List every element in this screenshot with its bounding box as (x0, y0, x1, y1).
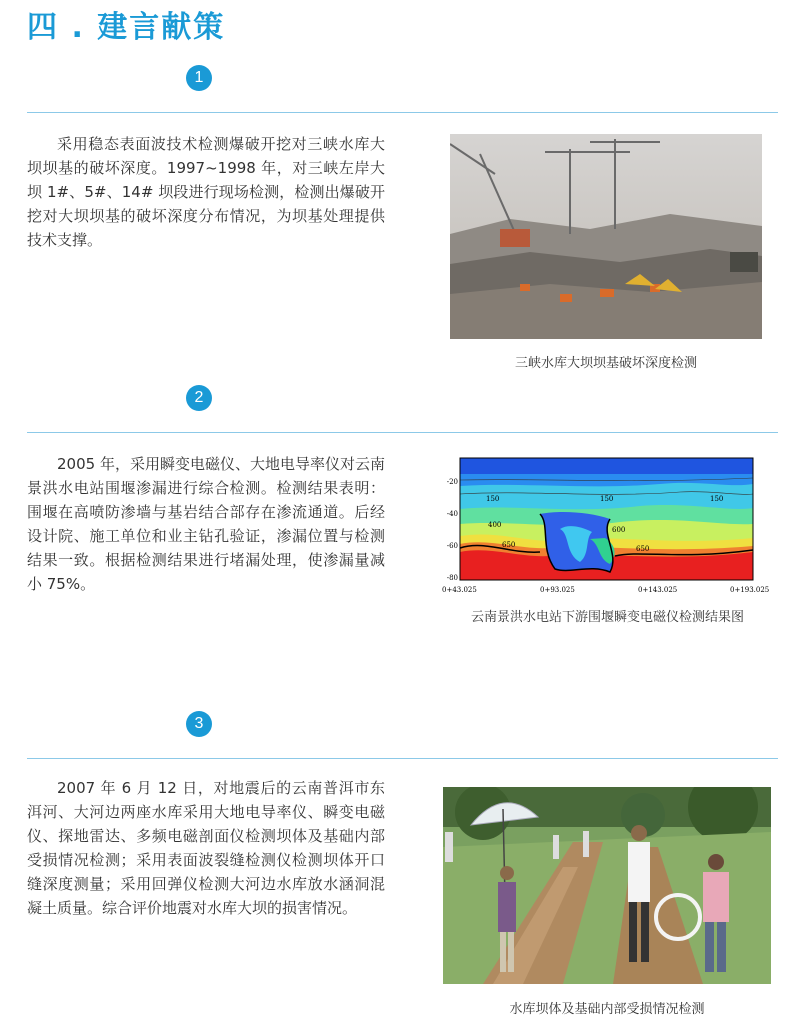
contour-label: 400 (488, 521, 502, 529)
x-tick-label: 0+93.025 (540, 586, 575, 594)
divider-1 (27, 112, 778, 113)
item-number-1: 1 (186, 65, 212, 91)
section-title: 四 . 建言献策 (27, 10, 226, 45)
caption-3: 水库坝体及基础内部受损情况检测 (509, 1002, 705, 1017)
item-text-3: 2007 年 6 月 12 日，对地震后的云南普洱市东洱河、大河边两座水库采用大地电导率仪、瞬变电磁仪、探地雷达、多频电磁剖面仪检测坝体及基础内部受损情况检测；采用表面波裂缝检测仪检测坝体开口缝深度测量；采用回弹仪检测大河边水库放水涵洞混凝土质量。综合评价地震对水库大坝的损害情况。 (27, 779, 385, 917)
contour-label: 150 (710, 495, 724, 503)
item-number-2: 2 (186, 385, 212, 411)
x-tick-label: 0+43.025 (442, 586, 477, 594)
contour-label: 150 (600, 495, 614, 503)
y-tick-label: -80 (446, 574, 458, 582)
y-tick-label: -60 (446, 542, 458, 550)
construction-site-photo (450, 134, 762, 339)
item-number-3: 3 (186, 711, 212, 737)
x-tick-label: 0+193.025 (730, 586, 770, 594)
contour-label: 600 (612, 526, 626, 534)
tem-result-plot (440, 454, 775, 599)
y-tick-label: -20 (446, 478, 458, 486)
item-text-1: 采用稳态表面波技术检测爆破开挖对三峡水库大坝坝基的破坏深度。1997~1998 年，对三峡左岸大坝 1#、5#、14# 坝段进行现场检测，检测出爆破开挖对大坝坝基的破坏深度分布情况，为坝基处理提供技术支撑。 (27, 135, 385, 249)
caption-2: 云南景洪水电站下游围堰瞬变电磁仪检测结果图 (470, 610, 744, 625)
divider-3 (27, 758, 778, 759)
divider-2 (27, 432, 778, 433)
y-tick-label: -40 (446, 510, 458, 518)
caption-1: 三峡水库大坝坝基破坏深度检测 (514, 356, 697, 371)
item-text-2: 2005 年，采用瞬变电磁仪、大地电导率仪对云南景洪水电站围堰渗漏进行综合检测。检测结果表明：围堰在高喷防渗墙与基岩结合部存在渗流通道。后经设计院、施工单位和业主钻孔验证，渗漏位置与检测结果一致。根据检测结果进行堵漏处理，使渗漏量减小 75%。 (27, 455, 385, 593)
contour-label: 150 (486, 495, 500, 503)
contour-label: 650 (636, 545, 650, 553)
field-inspection-photo (443, 787, 771, 984)
contour-label: 650 (502, 541, 516, 549)
x-tick-label: 0+143.025 (638, 586, 678, 594)
